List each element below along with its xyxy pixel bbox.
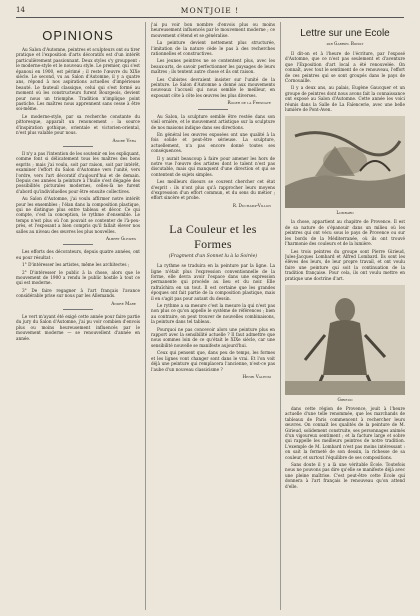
article-byline: par Gabriel Boissy [326, 41, 364, 46]
signature: Albert Gleizes [106, 236, 136, 241]
paragraph: Au Salon d'Automne, peintres et sculpteurs ont su tirer pratique et l'exposition d'arts décoratifs est d'un intérêt particulièrement passionnant. Deux styles s'y grouppent : le moderne-style et le nouveau style. Le premier, qui s'est épanoui en 1900, est périmé ; il reste l'œuvre du XIXe siècle. Le second, vu au Salon d'Automne, il y a quatre ans, répond à nos aspirations actuelles d'impérieuse beauté. Le fauteuil classique, celui qui s'est formé au moment où les constructeurs furent Bourgeois, devient pour nous un triomphe. Tradition n'implique point pastiche. Les maîtres nous apprennent sans cesse à être soi-même. [16, 47, 140, 112]
paragraph: Il y a deux ans, au palais, Eugène Gaucquer et un groupe de peintres dont nous avons fait la connaissance ont exposé au Salon d'Automne. Cette année les voici réunis dans la Salle de La Faïencerie, avec une belle lumière de Pont-Aven. [285, 85, 405, 113]
paragraph: la chose, appartient au chapitre de Provence. Il est de sa nature de s'épanouir dans un milieu où les peintres qui ont vécu sous le pays de Provence ou sur les bords de la Méditerranée, où ils ont trouvé l'harmonie des couleurs et de la lumière. [285, 219, 405, 247]
paragraph: 2° D'intéresser le public à la chose, alors que le mouvement de 1900 a rendu le public hostile à tout ce qui est moderne. [16, 269, 140, 286]
paragraph: Les efforts des décorateurs, depuis quatre années, ont eu pour résultat : [16, 249, 140, 260]
paragraph: dans cette région de Provence, jouit à l'heure actuelle d'une telle renommée, que les marchands de tableaux de Paris commencent à rechercher leurs œuvres. On connaît les qualités de la peinture de M. Girieud, solidement construite, ses personnages animés d'un vigoureux sentiment ; et la facture large et sobre qui rappelle les meilleurs peintres de notre tradition. L'exemple de M. Lombard n'est pas moins intéressant : on sait la fermeté de son dessin, la richesse de sa couleur, et surtout l'équilibre de ses compositions. [285, 405, 405, 460]
paragraph: Les meilleurs diseurs se courent chercher cet état d'esprit : ils n'ont plus qu'à rapprocher leurs moyens d'expression d'un effort commun, et du sens du métier ; effort sincère et probe. [151, 179, 275, 201]
signature: Roger de la Fresnaye [227, 100, 271, 106]
separator [63, 244, 93, 245]
paragraph: Le rythme a sa mesure c'est la mesure la qui n'est pas non plus ce qu'on appelle le système de références ; bien au contraire, on peut trouver de nouvelles combinaisons, la peinture dans tel tableau. [151, 303, 275, 325]
paragraph: Au Salon, la sculpture semble être restée dans son vieil ornière, et le mouvement artistique sur la sculpture de nos maisons indique dans ses directions. [151, 113, 275, 130]
paragraph: En général les œuvres exposées ont une qualité à la fois solide et peut-être sérieuse. La sculpture, actuellement, n'a pas encore donné toutes ses conséquences. [151, 131, 275, 154]
signature: R. Duchamp-Villon [232, 202, 271, 208]
figure-drawing [285, 285, 405, 395]
signature: André Mare [111, 300, 136, 306]
paragraph: Sans doute il y a là une véritable École. Toutefois nous ne pouvons pas dire qu'elle se manifeste déjà avec une pleine maîtrise. C'est peut-être cette École qui donnera à l'art français le renouveau qu'on attend d'elle. [285, 462, 405, 489]
paragraph: Ceux qui pensent que, dans peu de temps, les formes et les lignes vont changer sont dans le vrai. Et l'on voit déjà une peinture qui remplacera l'ancienne, n'est-ce pas l'aube d'un nouveau classicisme ? [151, 350, 275, 372]
page-header [16, 6, 404, 16]
paragraph: Le moderne-style, par sa recherche constante du pittoresque, apparaît un renoncement : la source d'inspiration gothique, orientale et victorien-oriental, n'est plus valable pour nous. [16, 113, 140, 136]
column-divider [145, 22, 146, 610]
paragraph: Au Salon d'Automne, j'ai voulu affirmer notre intérêt pour les ensembles ; l'élan dans la composition plastique, qui ne distingue plus entre tableau et décor. Ce qui compte, c'est la conception, le rythme d'ensemble. Le temps n'est plus où l'on pouvait se contenter de l'à-peu-près, et l'exposant a bien compris qu'il fallait élever nos salles au niveau des œuvres les plus nouvelles. [16, 196, 140, 234]
illustration-girieud [285, 285, 405, 395]
paragraph: j'ai pu voir bon nombre d'envois plus ou moins heureusement influencés par le mouvement moderne ; ce mouvement s'étend et se généralise. [151, 22, 275, 38]
column-2 [151, 22, 275, 610]
paragraph: 1° D'intéresser les artistes, même les architectes ; [22, 262, 130, 268]
paragraph: Le vert m'ayant été exigé cette année pour faire partie du jury du Salon d'Automne, j'ai pu voir combien d'envois plus ou moins heureusement influencés par le mouvement moderne — se renouvellent d'année en année. [16, 314, 140, 341]
paragraph: Pourquoi ne pas concevoir alors une peinture plus en rapport avec la sensibilité actuelle ? Il faut admettre que nous sommes loin de ce qu'était le XIXe siècle, car une sensibilité nouvelle se manifeste aujourd'hui. [151, 326, 275, 348]
separator [198, 109, 228, 110]
article-title-couleur-formes: La Couleur et les Formes [169, 222, 257, 252]
paragraph: Les jeunes peintres ne se contentent plus, avec les beaux-arts, de savoir perfectionner les paysages de leurs maîtres ; ils tentent autre chose et ils ont raison. [151, 58, 275, 75]
figure-caption: Lombard [336, 210, 354, 216]
header-rule [16, 17, 404, 18]
paragraph: 3° De faire regagner à l'art français l'avance considérable prise sur nous par les Allemands. [16, 287, 140, 299]
illustration-lombard [285, 116, 405, 208]
article-title-opinions: OPINIONS [42, 28, 114, 43]
signature: Henri Valensi [242, 373, 271, 379]
separator [63, 146, 93, 147]
column-3 [285, 22, 405, 610]
magazine-title: MONTJOIE ! [180, 6, 240, 15]
article-subtitle: (Fragment d'un Sonnet lu à la Soirée) [168, 254, 258, 260]
separator [63, 309, 93, 310]
column-1 [16, 22, 140, 610]
paragraph: La peinture devient nettement plus structurée, l'imitation de la nature cède le pas à des recherches rationnelles et constructives. [151, 40, 275, 57]
paragraph: Il n'y a pas l'intention de les soutenir en les expliquant, comme font si délicatement tous les maîtres des bons esprits ; mais j'ai voulu, soit par raison, soit par intérêt, examiner l'effort du Salon d'Automne vers l'unité, vers l'ordre, vers l'art décoratif d'aujourd'hui et de demain. Depuis ces années la peinture à l'huile s'est dégagée des possibilités picturales modernes, celles-là ne furent d'abord qu'individuelles pour être ensuite collectives. [16, 150, 140, 194]
column-divider [280, 22, 281, 610]
paragraph: Il y aurait beaucoup à faire pour amener les hors de notre vue l'œuvre des artistes dont le talent n'est pas discutable, mais qui manquent d'une direction et qui se contentent de sujets simples. [151, 155, 275, 177]
signature: André Véra [112, 137, 136, 143]
paragraph: Les trois peintres du groupe sont Pierre Girieud, Jules-Jacques Lombard et Alfred Lombard. Ils sont les élèves des leurs, de leur propre travail, et ont voulu faire une peinture qui soit la continuation de la tradition française. Pour cela, ils ont voulu mettre en pratique une doctrine d'art. [285, 248, 405, 281]
paragraph: Il dit-on et à l'heure de l'écriture, par l'exposé d'Automne, que ce n'est pas seulement et d'aventure que l'Exposition d'art local a été renouvelée. On connaît, avec tout le sentiment de ce renouveau, l'effort de ces peintres qui se sont groupés dans le pays de Cornouaille. [285, 51, 405, 84]
article-title-lettre: Lettre sur une Ecole [300, 28, 390, 39]
paragraph: Les Cubistes devraient insister sur l'unité de la peinture. Le Salon d'Automne a donné aux mouvements nouveaux l'accueil qui nous semble le meilleur, en exposant côte à côte les œuvres les plus diverses. [151, 76, 275, 98]
paragraph: La rythme se traduira en la peinture par la ligne. La ligne n'était plus l'expression conventionnelle de la forme, elle devra avoir l'espace dans une expression permanente qui procède au lieu et du noir. Elle rafraîchira en un tout. Il est certaine que les grandes époques ont fait partie de la composition plastique, mais il en s'agit pas pour autant du dessin. [151, 263, 275, 301]
figure-caption: Girieud [337, 396, 353, 402]
page-number: 14 [16, 6, 25, 14]
figure-drawing [285, 116, 405, 208]
